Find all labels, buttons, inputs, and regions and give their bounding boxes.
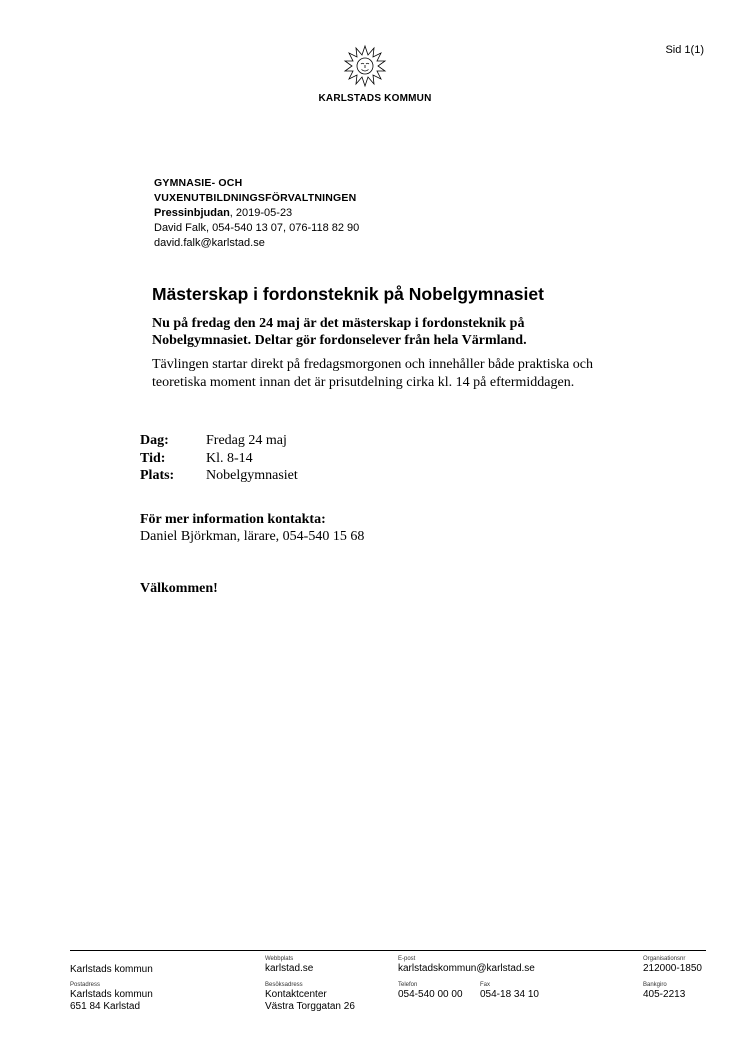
footer-phone-value: 054-540 00 00 bbox=[398, 989, 463, 1000]
press-header bbox=[154, 176, 359, 251]
footer-org-label: Organisationsnr bbox=[643, 956, 686, 962]
detail-value: Nobelgymnasiet bbox=[206, 468, 298, 483]
detail-label: Plats: bbox=[140, 468, 175, 483]
footer-email-value[interactable]: karlstadskommun@karlstad.se bbox=[398, 963, 535, 974]
footer-org bbox=[643, 955, 702, 975]
footer-phone bbox=[398, 981, 463, 1001]
footer-post-line-2: 651 84 Karlstad bbox=[70, 1001, 141, 1012]
footer-fax-value: 054-18 34 10 bbox=[480, 989, 539, 1000]
contact-block bbox=[140, 511, 364, 545]
detail-label: Tid: bbox=[140, 450, 166, 466]
detail-row-place bbox=[140, 467, 298, 485]
footer-bank bbox=[643, 981, 685, 1001]
footer-email bbox=[398, 955, 535, 975]
footer-visit bbox=[265, 981, 355, 1013]
contact-title: För mer information kontakta: bbox=[140, 512, 326, 527]
press-date: , 2019-05-23 bbox=[229, 207, 293, 219]
page-number: Sid 1(1) bbox=[665, 44, 704, 56]
footer-visit-line-1: Kontaktcenter bbox=[265, 989, 327, 1000]
footer-web bbox=[265, 955, 313, 975]
detail-row-day bbox=[140, 432, 298, 450]
dept-line-1: GYMNASIE- OCH bbox=[154, 177, 243, 189]
sun-logo-icon bbox=[343, 44, 387, 88]
contact-person: Daniel Björkman, lärare, 054-540 15 68 bbox=[140, 529, 365, 544]
footer-name: Karlstads kommun bbox=[70, 964, 153, 975]
footer-post-label: Postadress bbox=[70, 982, 101, 988]
footer-post bbox=[70, 981, 153, 1013]
footer-divider bbox=[70, 950, 706, 951]
org-name: KARLSTADS KOMMUN bbox=[318, 93, 432, 104]
footer-org-value: 212000-1850 bbox=[643, 963, 702, 974]
footer-post-line-1: Karlstads kommun bbox=[70, 989, 153, 1000]
press-email[interactable]: david.falk@karlstad.se bbox=[154, 237, 265, 249]
footer-email-label: E-post bbox=[398, 956, 416, 962]
press-type: Pressinbjudan bbox=[154, 207, 230, 219]
dept-line-2: VUXENUTBILDNINGSFÖRVALTNINGEN bbox=[154, 192, 357, 204]
footer-fax-label: Fax bbox=[480, 982, 491, 988]
detail-row-time bbox=[140, 450, 298, 468]
footer-bank-label: Bankgiro bbox=[643, 982, 667, 988]
footer-bank-value: 405-2213 bbox=[643, 989, 686, 1000]
footer-phone-label: Telefon bbox=[398, 982, 418, 988]
footer-web-label: Webbplats bbox=[265, 956, 294, 962]
headline: Mästerskap i fordonsteknik på Nobelgymnasiet bbox=[152, 284, 544, 304]
footer-visit-line-2: Västra Torggatan 26 bbox=[265, 1001, 355, 1012]
footer-web-value[interactable]: karlstad.se bbox=[265, 963, 314, 974]
lead-paragraph: Nu på fredag den 24 maj är det mästerskap i fordonsteknik på Nobelgymnasiet. Deltar gör fordonselever från hela Värmland. bbox=[152, 316, 527, 348]
detail-value: Kl. 8-14 bbox=[206, 450, 253, 466]
footer-fax bbox=[480, 981, 539, 1001]
detail-label: Dag: bbox=[140, 433, 169, 448]
body-paragraph: Tävlingen startar direkt på fredagsmorgonen och innehåller både praktiska och teoretiska moment innan det är prisutdelning cirka kl. 14 på eftermiddagen. bbox=[152, 357, 593, 390]
detail-value: Fredag 24 maj bbox=[206, 433, 287, 448]
press-contact: David Falk, 054-540 13 07, 076-118 82 90 bbox=[154, 222, 360, 234]
footer-visit-label: Besöksadress bbox=[265, 982, 303, 988]
event-details bbox=[140, 432, 298, 485]
closing-text: Välkommen! bbox=[140, 581, 218, 596]
